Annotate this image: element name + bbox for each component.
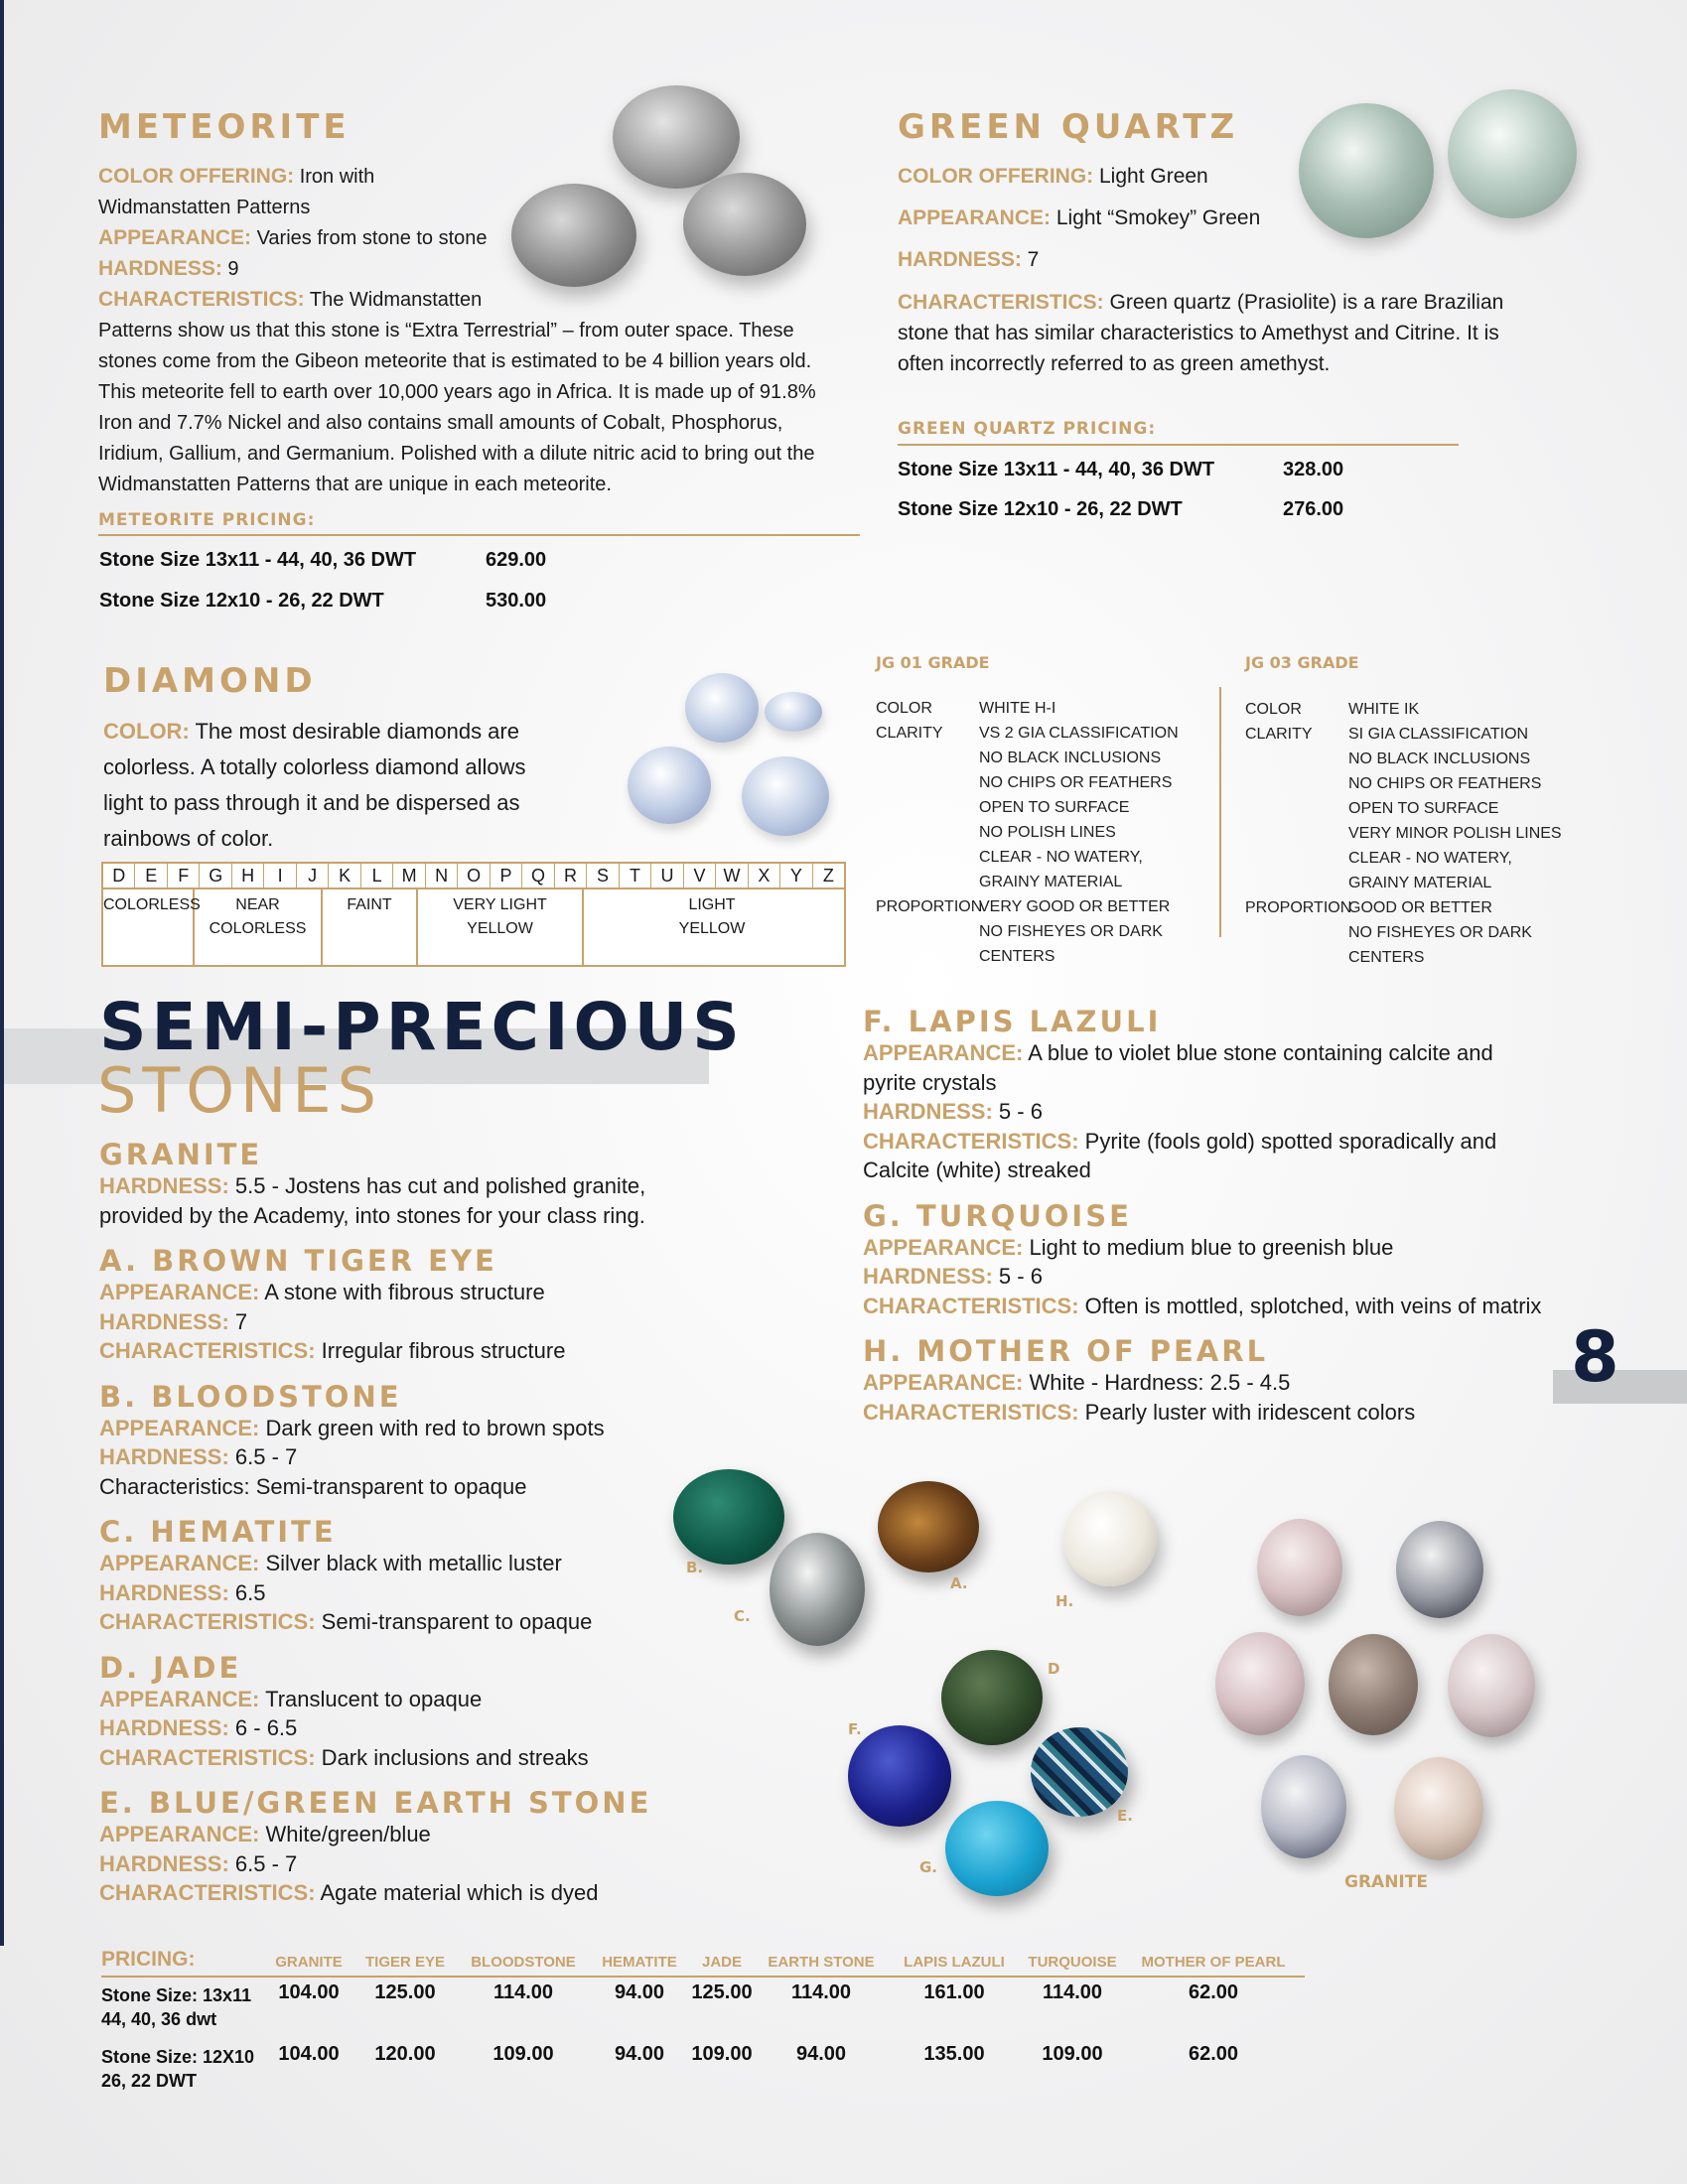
diamond-description: COLOR: The most desirable diamonds are colorless. A totally colorless diamond allows light to pass through it and be dispersed as rainbows of color. bbox=[103, 719, 526, 851]
tiger-eye-image bbox=[878, 1481, 979, 1572]
pricing-column-header: MOTHER OF PEARL bbox=[1141, 1954, 1286, 1971]
semi-precious-subtitle: STONES bbox=[97, 1054, 382, 1127]
scale-category: VERY LIGHT YELLOW bbox=[418, 889, 584, 965]
stone-detail-line: APPEARANCE: Dark green with red to brown spots bbox=[99, 1415, 605, 1440]
pricing-column-header: LAPIS LAZULI bbox=[904, 1954, 1005, 1971]
pricing-cell: 109.00 bbox=[492, 2043, 554, 2065]
green-quartz-price-size-2: Stone Size 12x10 - 26, 22 DWT bbox=[898, 498, 1183, 520]
scale-letter: Y bbox=[780, 864, 812, 887]
stone-detail-line: provided by the Academy, into stones for your class ring. bbox=[99, 1202, 645, 1228]
pricing-cell: 161.00 bbox=[923, 1981, 985, 2003]
stone-detail-line: APPEARANCE: Silver black with metallic luster bbox=[99, 1551, 562, 1575]
bloodstone-image bbox=[673, 1469, 784, 1565]
scale-letter: I bbox=[264, 864, 296, 887]
scale-letter: U bbox=[651, 864, 683, 887]
stone-detail-line: APPEARANCE: A blue to violet blue stone containing calcite and bbox=[863, 1040, 1493, 1065]
stone-detail-line: CHARACTERISTICS: Often is mottled, splotched, with veins of matrix bbox=[863, 1293, 1542, 1318]
image-label-f: F. bbox=[848, 1720, 862, 1738]
jade-image bbox=[941, 1650, 1043, 1745]
meteorite-price-2: 530.00 bbox=[486, 590, 547, 612]
pricing-cell: 114.00 bbox=[1042, 1981, 1103, 2003]
pricing-rule bbox=[101, 1976, 1305, 1978]
stone-title: C. HEMATITE bbox=[99, 1515, 337, 1549]
stone-detail-line: APPEARANCE: A stone with fibrous structure bbox=[99, 1280, 545, 1304]
stone-detail-line: pyrite crystals bbox=[863, 1069, 997, 1095]
meteorite-price-size-1: Stone Size 13x11 - 44, 40, 36 DWT bbox=[99, 549, 417, 571]
diamond-stone-image bbox=[765, 692, 822, 732]
semi-precious-title: SEMI-PRECIOUS bbox=[99, 989, 745, 1065]
scale-letter: K bbox=[329, 864, 360, 887]
pricing-cell: 62.00 bbox=[1188, 1981, 1239, 2003]
lapis-lazuli-image bbox=[848, 1725, 951, 1827]
stone-detail-line: HARDNESS: 5 - 6 bbox=[863, 1099, 1043, 1124]
stone-title: D. JADE bbox=[99, 1650, 242, 1685]
stone-detail-line: CHARACTERISTICS: Pyrite (fools gold) spotted sporadically and bbox=[863, 1128, 1497, 1154]
scale-category: FAINT bbox=[323, 889, 418, 965]
pricing-cell: 125.00 bbox=[691, 1981, 753, 2003]
pricing-cell: 94.00 bbox=[614, 1981, 665, 2003]
scale-letter: T bbox=[620, 864, 651, 887]
stone-detail-line: CHARACTERISTICS: Semi-transparent to opaque bbox=[99, 1609, 593, 1634]
meteorite-pricing-label: METEORITE PRICING: bbox=[98, 510, 316, 530]
stone-detail-line: APPEARANCE: Light to medium blue to greenish blue bbox=[863, 1234, 1394, 1260]
pricing-column-header: BLOODSTONE bbox=[471, 1954, 576, 1971]
pricing-column-header: GRANITE bbox=[275, 1954, 343, 1971]
stone-title: H. MOTHER OF PEARL bbox=[863, 1334, 1269, 1368]
stone-detail-line: APPEARANCE: White/green/blue bbox=[99, 1822, 431, 1846]
jg03-grade-table: COLOR WHITE IK CLARITY SI GIA CLASSIFICATION NO BLACK INCLUSIONS NO CHIPS OR FEATHERS OPEN TO SURFACE VERY MINOR POLISH LINES CLEAR - NO WATERY, GRAINY MATERIAL PROPORTION GOOD OR BETTER NO FISHEYES OR DARK CENTERS bbox=[1245, 701, 1562, 966]
scale-letter: O bbox=[458, 864, 490, 887]
pricing-column-header: TIGER EYE bbox=[364, 1954, 446, 1971]
mother-of-pearl-image bbox=[1063, 1491, 1157, 1586]
granite-image bbox=[1257, 1519, 1342, 1616]
pricing-cell: 104.00 bbox=[278, 2043, 340, 2065]
green-quartz-color: COLOR OFFERING: Light Green bbox=[898, 165, 1208, 188]
granite-image bbox=[1329, 1634, 1418, 1735]
scale-letter: X bbox=[749, 864, 780, 887]
stone-title: E. BLUE/GREEN EARTH STONE bbox=[99, 1786, 652, 1820]
image-label-d: D bbox=[1048, 1660, 1060, 1678]
stone-detail-line: APPEARANCE: Translucent to opaque bbox=[99, 1686, 483, 1711]
meteorite-stone-image bbox=[511, 184, 636, 287]
jg01-grade-title: JG 01 GRADE bbox=[876, 653, 990, 672]
stone-detail-line: HARDNESS: 6 - 6.5 bbox=[99, 1715, 298, 1740]
image-label-h: H. bbox=[1055, 1592, 1074, 1610]
green-quartz-stone-image bbox=[1299, 103, 1434, 238]
pricing-column-header: HEMATITE bbox=[602, 1954, 677, 1971]
diamond-color-scale bbox=[101, 862, 846, 967]
stone-detail-line: HARDNESS: 6.5 bbox=[99, 1579, 266, 1605]
green-quartz-pricing-label: GREEN QUARTZ PRICING: bbox=[898, 419, 1157, 439]
scale-letter: N bbox=[426, 864, 458, 887]
stone-detail-line: CHARACTERISTICS: Dark inclusions and streaks bbox=[99, 1744, 589, 1770]
meteorite-stone-image bbox=[683, 173, 806, 276]
scale-letter: R bbox=[555, 864, 587, 887]
stone-detail-line: Calcite (white) streaked bbox=[863, 1158, 1091, 1182]
green-quartz-stone-image bbox=[1448, 89, 1577, 218]
pricing-cell: 125.00 bbox=[374, 1981, 436, 2003]
meteorite-hardness: HARDNESS: 9 bbox=[98, 257, 239, 280]
meteorite-pricing-rule bbox=[98, 534, 860, 536]
meteorite-price-1: 629.00 bbox=[486, 549, 547, 571]
pricing-column-header: JADE bbox=[701, 1954, 742, 1971]
stone-detail-line: HARDNESS: 5.5 - Jostens has cut and polished granite, bbox=[99, 1173, 646, 1198]
green-quartz-appearance: APPEARANCE: Light “Smokey” Green bbox=[898, 206, 1261, 229]
pricing-cell: 114.00 bbox=[790, 1981, 852, 2003]
scale-letter: L bbox=[361, 864, 393, 887]
scale-category: COLORLESS bbox=[103, 889, 195, 965]
meteorite-color: COLOR OFFERING: Iron with Widmanstatten Patterns bbox=[98, 165, 375, 218]
scale-letter: G bbox=[200, 864, 231, 887]
stone-detail-line: HARDNESS: 7 bbox=[99, 1308, 248, 1334]
scale-letter: J bbox=[297, 864, 329, 887]
green-quartz-hardness: HARDNESS: 7 bbox=[898, 248, 1040, 271]
grade-divider bbox=[1219, 687, 1221, 937]
stone-detail-line: CHARACTERISTICS: Pearly luster with iridescent colors bbox=[863, 1399, 1416, 1425]
stone-title: G. TURQUOISE bbox=[863, 1198, 1132, 1233]
image-label-granite: GRANITE bbox=[1344, 1872, 1428, 1892]
granite-image bbox=[1215, 1632, 1305, 1735]
pricing-column-header: TURQUOISE bbox=[1028, 1954, 1117, 1971]
earth-stone-image bbox=[1031, 1727, 1128, 1817]
granite-image bbox=[1261, 1755, 1346, 1858]
pricing-cell: 94.00 bbox=[795, 2043, 847, 2065]
diamond-stone-image bbox=[685, 673, 759, 743]
page-number: 8 bbox=[1571, 1316, 1619, 1398]
stone-detail-line: CHARACTERISTICS: Agate material which is dyed bbox=[99, 1880, 599, 1905]
meteorite-characteristics: CHARACTERISTICS: The Widmanstatten Patterns show us that this stone is “Extra Terrestrial” – from outer space. These stones come from the Gibeon meteorite that is estimated to be 4 billion years old. This meteorite fell to earth over 10,000 years ago in Africa. It is made up of 91.8% Iron and 7.7% Nickel and also contains small amounts of Cobalt, Phosphorus, Iridium, Gallium, and Germanium. Polished with a dilute nitric acid to bring out the Widmanstatten Patterns that are unique in each meteorite. bbox=[98, 288, 816, 495]
diamond-stone-image bbox=[742, 756, 829, 836]
granite-image bbox=[1396, 1521, 1483, 1618]
pricing-label: PRICING: bbox=[101, 1948, 196, 1971]
scale-category: NEAR COLORLESS bbox=[195, 889, 323, 965]
jg01-grade-table: COLOR WHITE H-I CLARITY VS 2 GIA CLASSIFICATION NO BLACK INCLUSIONS NO CHIPS OR FEATHERS OPEN TO SURFACE NO POLISH LINES CLEAR - NO WATERY, GRAINY MATERIAL PROPORTION VERY GOOD OR BETTER NO FISHEYES OR DARK CENTERS bbox=[876, 700, 1179, 965]
stone-title: F. LAPIS LAZULI bbox=[863, 1005, 1162, 1038]
jg03-grade-title: JG 03 GRADE bbox=[1245, 653, 1359, 672]
image-label-a: A. bbox=[950, 1574, 968, 1592]
scale-letter: S bbox=[587, 864, 619, 887]
stone-detail-line: HARDNESS: 6.5 - 7 bbox=[99, 1850, 298, 1876]
pricing-column-header: EARTH STONE bbox=[768, 1954, 875, 1971]
pricing-cell: 135.00 bbox=[923, 2043, 985, 2065]
pricing-cell: 120.00 bbox=[374, 2043, 436, 2065]
scale-letter: V bbox=[684, 864, 716, 887]
image-label-b: B. bbox=[686, 1559, 704, 1576]
diamond-scale-letters bbox=[103, 864, 844, 889]
stone-detail-line: Characteristics: Semi-transparent to opaque bbox=[99, 1473, 527, 1499]
scale-letter: W bbox=[716, 864, 748, 887]
scale-letter: E bbox=[135, 864, 167, 887]
stone-title: GRANITE bbox=[99, 1138, 263, 1171]
stone-title: A. BROWN TIGER EYE bbox=[99, 1244, 497, 1278]
left-accent-bar bbox=[0, 0, 4, 1946]
hematite-image bbox=[770, 1533, 865, 1646]
granite-image bbox=[1448, 1634, 1535, 1737]
scale-letter: P bbox=[491, 864, 522, 887]
green-quartz-pricing-rule bbox=[898, 444, 1459, 446]
diamond-stone-image bbox=[628, 747, 711, 824]
scale-letter: Q bbox=[522, 864, 554, 887]
stone-detail-line: CHARACTERISTICS: Irregular fibrous structure bbox=[99, 1338, 566, 1363]
scale-letter: Z bbox=[822, 866, 834, 886]
pricing-cell: 94.00 bbox=[614, 2043, 665, 2065]
image-label-e: E. bbox=[1117, 1807, 1133, 1825]
stone-detail-line: HARDNESS: 5 - 6 bbox=[863, 1264, 1043, 1289]
stone-title: B. BLOODSTONE bbox=[99, 1379, 402, 1414]
scale-letter: F bbox=[168, 864, 200, 887]
image-label-g: G. bbox=[919, 1858, 938, 1876]
scale-letter: D bbox=[103, 864, 135, 887]
image-label-c: C. bbox=[734, 1607, 751, 1625]
scale-category: LIGHT YELLOW bbox=[678, 896, 746, 937]
green-quartz-price-2: 276.00 bbox=[1283, 498, 1344, 520]
stone-detail-line: APPEARANCE: White - Hardness: 2.5 - 4.5 bbox=[863, 1370, 1291, 1395]
pricing-row-label: Stone Size: 13x11 44, 40, 36 dwt bbox=[101, 1985, 252, 2029]
pricing-cell: 62.00 bbox=[1188, 2043, 1239, 2065]
green-quartz-title: GREEN QUARTZ bbox=[898, 107, 1239, 147]
pricing-cell: 109.00 bbox=[691, 2043, 753, 2065]
scale-letter: H bbox=[232, 864, 264, 887]
meteorite-appearance: APPEARANCE: Varies from stone to stone bbox=[98, 226, 488, 249]
pricing-cell: 114.00 bbox=[492, 1981, 554, 2003]
scale-letter: M bbox=[393, 864, 425, 887]
diamond-title: DIAMOND bbox=[103, 661, 317, 701]
meteorite-title: METEORITE bbox=[98, 107, 351, 147]
granite-image bbox=[1394, 1757, 1483, 1860]
pricing-cell: 109.00 bbox=[1042, 2043, 1103, 2065]
green-quartz-price-size-1: Stone Size 13x11 - 44, 40, 36 DWT bbox=[898, 459, 1215, 480]
pricing-cell: 104.00 bbox=[278, 1981, 340, 2003]
stone-detail-line: HARDNESS: 6.5 - 7 bbox=[99, 1444, 298, 1469]
meteorite-price-size-2: Stone Size 12x10 - 26, 22 DWT bbox=[99, 590, 384, 612]
turquoise-image bbox=[945, 1801, 1049, 1896]
pricing-row-label: Stone Size: 12X10 26, 22 DWT bbox=[101, 2047, 255, 2091]
green-quartz-characteristics: CHARACTERISTICS: Green quartz (Prasiolite) is a rare Brazilian stone that has similar characteristics to Amethyst and Citrine. It is often incorrectly referred to as green amethyst. bbox=[898, 291, 1504, 375]
meteorite-stone-image bbox=[613, 85, 740, 189]
green-quartz-price-1: 328.00 bbox=[1283, 459, 1344, 480]
